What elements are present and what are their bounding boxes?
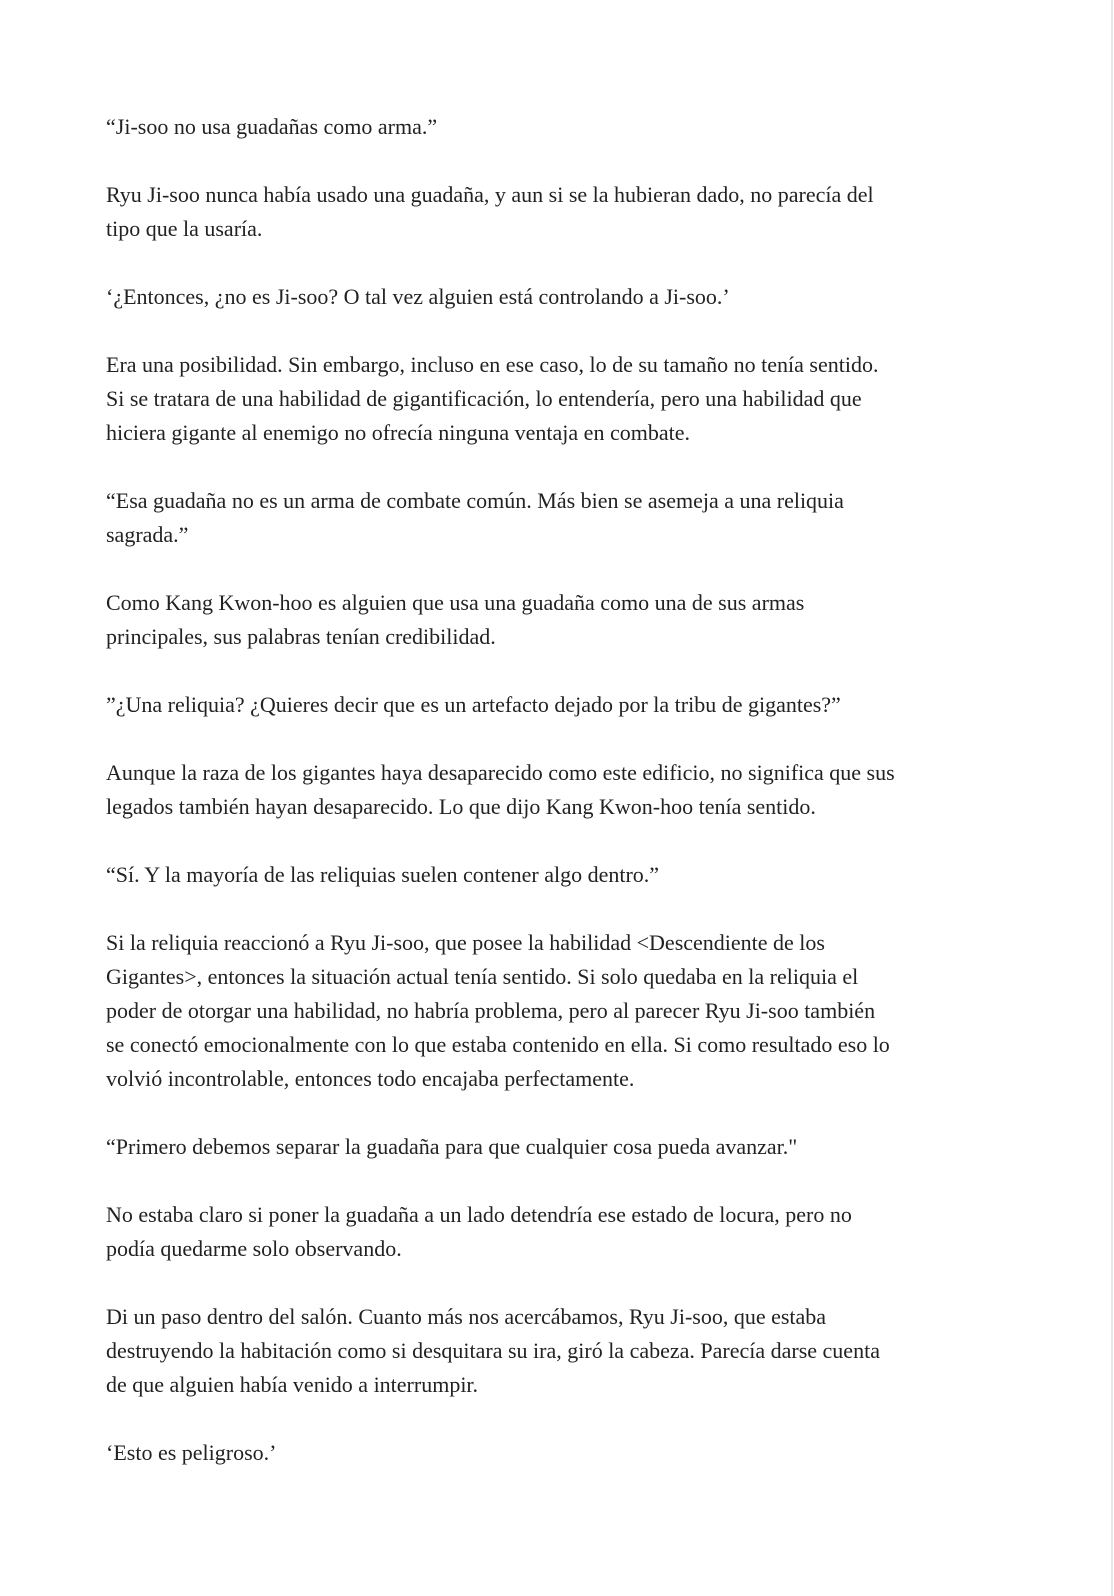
paragraph bbox=[106, 1436, 1006, 1470]
paragraph bbox=[106, 1198, 1006, 1266]
text-line: Como Kang Kwon-hoo es alguien que usa una guadaña como una de sus armas bbox=[106, 590, 805, 615]
paragraph bbox=[106, 348, 1006, 450]
paragraph bbox=[106, 688, 1006, 722]
text-line: “Primero debemos separar la guadaña para que cualquier cosa pueda avanzar." bbox=[106, 1134, 798, 1159]
text-line: “Esa guadaña no es un arma de combate común. Más bien se asemeja a una reliquia bbox=[106, 488, 844, 513]
text-line: destruyendo la habitación como si desquitara su ira, giró la cabeza. Parecía darse cuenta bbox=[106, 1338, 880, 1363]
text-line: Aunque la raza de los gigantes haya desaparecido como este edificio, no significa que sus bbox=[106, 760, 895, 785]
text-line: sagrada.” bbox=[106, 522, 189, 547]
text-line: ‘¿Entonces, ¿no es Ji-soo? O tal vez alguien está controlando a Ji-soo.’ bbox=[106, 284, 730, 309]
text-line: volvió incontrolable, entonces todo encajaba perfectamente. bbox=[106, 1066, 635, 1091]
text-line: No estaba claro si poner la guadaña a un lado detendría ese estado de locura, pero no bbox=[106, 1202, 852, 1227]
paragraph bbox=[106, 280, 1006, 314]
paragraph bbox=[106, 484, 1006, 552]
paragraph bbox=[106, 1300, 1006, 1402]
paragraph bbox=[106, 1130, 1006, 1164]
text-line: poder de otorgar una habilidad, no habría problema, pero al parecer Ryu Ji-soo también bbox=[106, 998, 876, 1023]
text-line: de que alguien había venido a interrumpir. bbox=[106, 1372, 479, 1397]
text-line: Ryu Ji-soo nunca había usado una guadaña, y aun si se la hubieran dado, no parecía del bbox=[106, 182, 874, 207]
text-line: podía quedarme solo observando. bbox=[106, 1236, 402, 1261]
document-body bbox=[106, 110, 1006, 1504]
text-line: Si se tratara de una habilidad de gigantificación, lo entendería, pero una habilidad que bbox=[106, 386, 862, 411]
text-line: “Ji-soo no usa guadañas como arma.” bbox=[106, 114, 438, 139]
paragraph bbox=[106, 858, 1006, 892]
paragraph bbox=[106, 110, 1006, 144]
text-line: Era una posibilidad. Sin embargo, incluso en ese caso, lo de su tamaño no tenía sentido. bbox=[106, 352, 879, 377]
paragraph bbox=[106, 586, 1006, 654]
text-line: Gigantes>, entonces la situación actual tenía sentido. Si solo quedaba en la reliquia el bbox=[106, 964, 859, 989]
text-line: Si la reliquia reaccionó a Ryu Ji-soo, que posee la habilidad <Descendiente de los bbox=[106, 930, 825, 955]
text-line: tipo que la usaría. bbox=[106, 216, 263, 241]
text-line: legados también hayan desaparecido. Lo que dijo Kang Kwon-hoo tenía sentido. bbox=[106, 794, 816, 819]
text-line: “Sí. Y la mayoría de las reliquias suelen contener algo dentro.” bbox=[106, 862, 660, 887]
paragraph bbox=[106, 178, 1006, 246]
text-line: se conectó emocionalmente con lo que estaba contenido en ella. Si como resultado eso lo bbox=[106, 1032, 890, 1057]
paragraph bbox=[106, 926, 1006, 1096]
text-line: hiciera gigante al enemigo no ofrecía ninguna ventaja en combate. bbox=[106, 420, 690, 445]
text-line: principales, sus palabras tenían credibilidad. bbox=[106, 624, 496, 649]
paragraph bbox=[106, 756, 1006, 824]
text-line: ‘Esto es peligroso.’ bbox=[106, 1440, 277, 1465]
text-line: Di un paso dentro del salón. Cuanto más nos acercábamos, Ryu Ji-soo, que estaba bbox=[106, 1304, 827, 1329]
text-line: ”¿Una reliquia? ¿Quieres decir que es un artefacto dejado por la tribu de gigantes?” bbox=[106, 692, 841, 717]
